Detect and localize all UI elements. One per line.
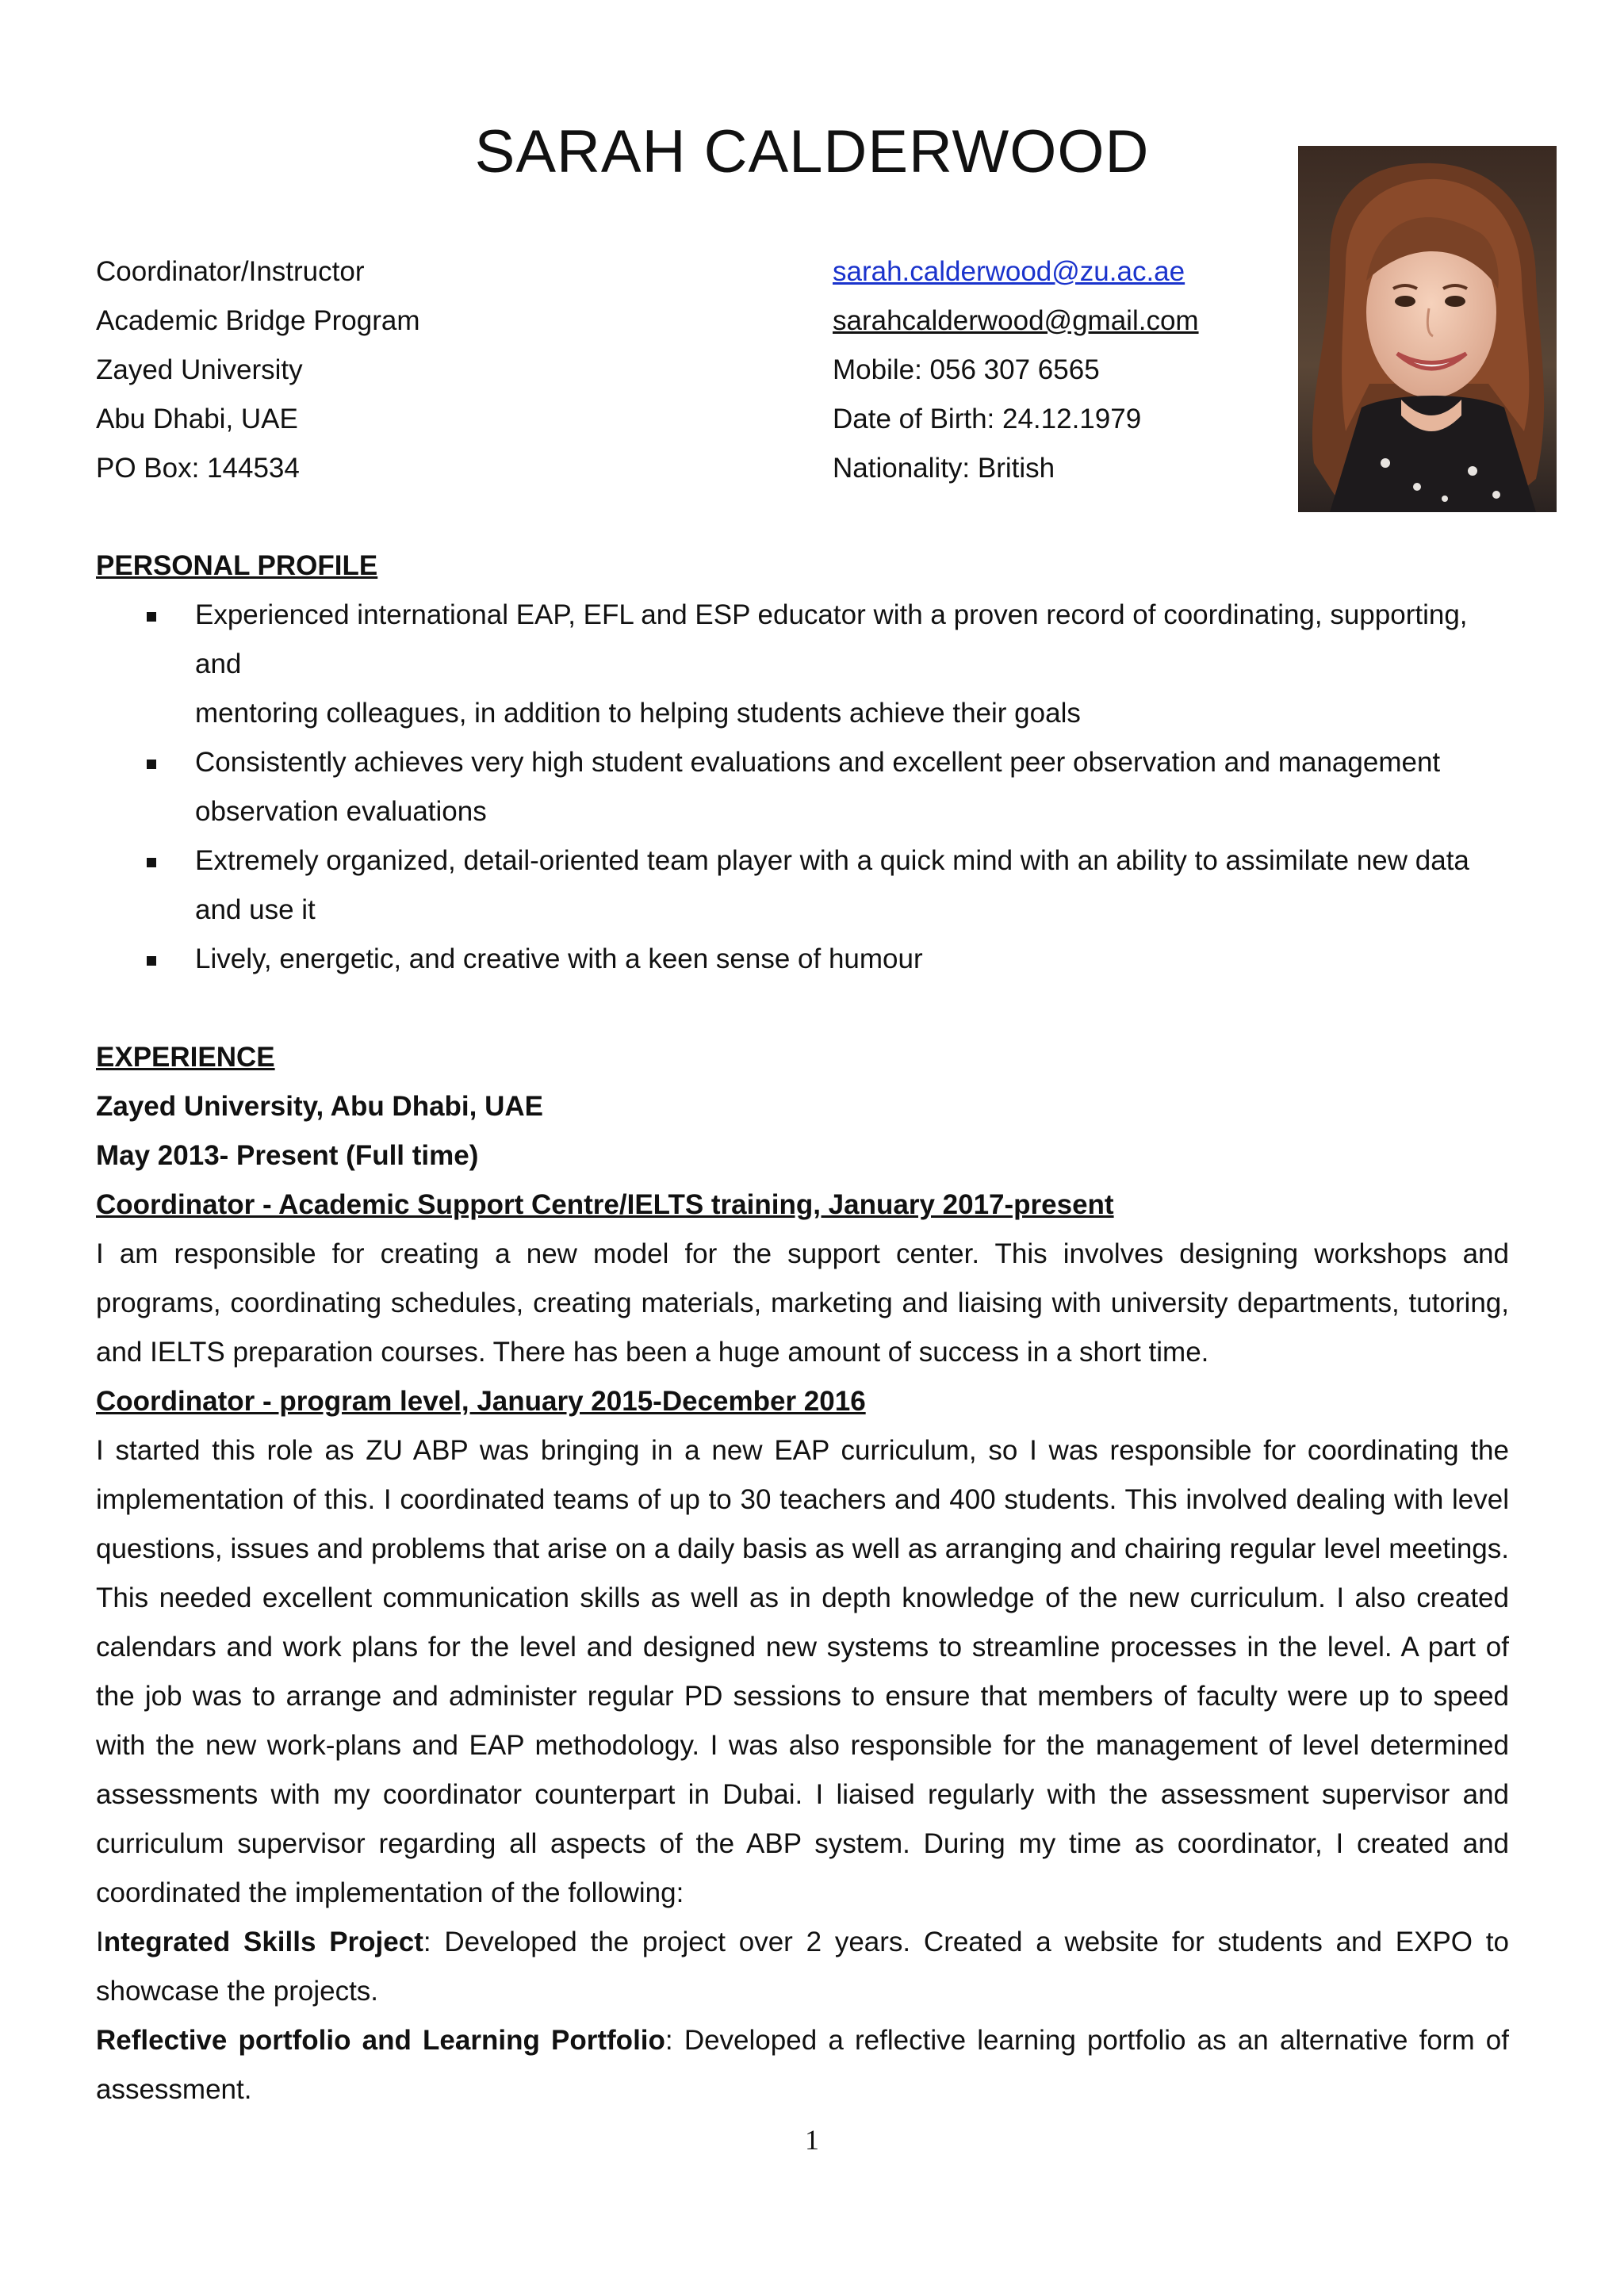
contact-row bbox=[96, 395, 1285, 444]
role-title: Coordinator - Academic Support Centre/IELTS training, January 2017-present bbox=[96, 1189, 1114, 1220]
work-email-link[interactable]: sarah.calderwood@zu.ac.ae bbox=[833, 256, 1185, 287]
personal-email-link[interactable]: sarahcalderwood@gmail.com bbox=[833, 305, 1199, 336]
page-number: 1 bbox=[805, 2124, 819, 2156]
job-title: Coordinator/Instructor bbox=[96, 256, 365, 287]
program-name: Academic Bridge Program bbox=[96, 305, 420, 336]
list-item bbox=[96, 787, 1509, 836]
project-description: : Developed a reflective learning portfolio as an alternative form of assessment. bbox=[96, 2025, 1509, 2105]
nationality: Nationality: British bbox=[833, 453, 1055, 484]
employer: Zayed University, Abu Dhabi, UAE bbox=[96, 1091, 543, 1122]
personal-profile-heading: PERSONAL PROFILE bbox=[96, 550, 378, 581]
project-description: : Developed the project over 2 years. Created a website for students and EXPO to showcase the projects. bbox=[96, 1927, 1509, 2007]
role-description: I am responsible for creating a new model for the support center. This involves designing workshops and programs, coordinating schedules, creating materials, marketing and liaising with university departments, tutoring, and IELTS preparation courses. There has been a huge amount of success in a short time. bbox=[96, 1238, 1509, 1368]
contact-row bbox=[96, 444, 1285, 493]
date-of-birth: Date of Birth: 24.12.1979 bbox=[833, 404, 1142, 434]
profile-line: and use it bbox=[195, 894, 316, 925]
bullet-icon bbox=[147, 956, 156, 966]
po-box: PO Box: 144534 bbox=[96, 453, 300, 484]
project-item: Integrated Skills Project: Developed the project over 2 years. Created a website for students and EXPO to showcase the projects. bbox=[96, 1927, 1509, 2007]
city: Abu Dhabi, UAE bbox=[96, 404, 298, 434]
project-title: Reflective portfolio and Learning Portfolio bbox=[96, 2025, 665, 2056]
experience-heading: EXPERIENCE bbox=[96, 1042, 275, 1073]
profile-line: observation evaluations bbox=[195, 796, 487, 827]
profile-line: Consistently achieves very high student evaluations and excellent peer observation and management bbox=[195, 747, 1441, 778]
role-title: Coordinator - program level, January 2015-December 2016 bbox=[96, 1386, 866, 1417]
list-item bbox=[96, 689, 1509, 738]
list-item bbox=[96, 935, 1509, 984]
contact-block bbox=[96, 247, 1285, 493]
project-title: ntegrated Skills Project bbox=[103, 1927, 423, 1957]
project-item bbox=[96, 2016, 1509, 2114]
candidate-name: SARAH CALDERWOOD bbox=[474, 118, 1150, 186]
mobile-number: Mobile: 056 307 6565 bbox=[833, 354, 1100, 385]
profile-line: mentoring colleagues, in addition to helping students achieve their goals bbox=[195, 698, 1081, 729]
list-item bbox=[96, 591, 1509, 689]
contact-row bbox=[96, 247, 1285, 297]
bullet-icon bbox=[147, 760, 156, 769]
profile-line: Lively, energetic, and creative with a keen sense of humour bbox=[195, 943, 923, 974]
portrait-image bbox=[1298, 146, 1557, 512]
list-item bbox=[96, 886, 1509, 935]
list-item bbox=[96, 836, 1509, 886]
bullet-icon bbox=[147, 612, 156, 622]
profile-photo bbox=[1298, 146, 1557, 512]
employment-period: May 2013- Present (Full time) bbox=[96, 1140, 479, 1171]
resume-body bbox=[96, 541, 1509, 2114]
profile-line: Extremely organized, detail-oriented team player with a quick mind with an ability to assimilate new data bbox=[195, 845, 1469, 876]
role-description: I started this role as ZU ABP was bringing in a new EAP curriculum, so I was responsible for coordinating the implementation of this. I coordinated teams of up to 30 teachers and 400 students. This involved dealing with level questions, issues and problems that arise on a daily basis as well as arranging and chairing regular level meetings. This needed excellent communication skills as well as in depth knowledge of the new curriculum. I also created calendars and work plans for the level and designed new systems to streamline processes in the level. A part of the job was to arrange and administer regular PD sessions to ensure that members of faculty were up to speed with the new work-plans and EAP methodology. I was also responsible for the management of level determined assessments with my coordinator counterpart in Dubai. I liaised regularly with the assessment supervisor and curriculum supervisor regarding all aspects of the ABP system. During my time as coordinator, I created and coordinated the implementation of the following: bbox=[96, 1435, 1509, 1908]
university-name: Zayed University bbox=[96, 354, 303, 385]
contact-row bbox=[96, 346, 1285, 395]
profile-list bbox=[96, 591, 1509, 984]
bullet-icon bbox=[147, 858, 156, 867]
profile-line: Experienced international EAP, EFL and ESP educator with a proven record of coordinating, supporting, and bbox=[195, 599, 1468, 679]
contact-row bbox=[96, 297, 1285, 346]
list-item bbox=[96, 738, 1509, 787]
